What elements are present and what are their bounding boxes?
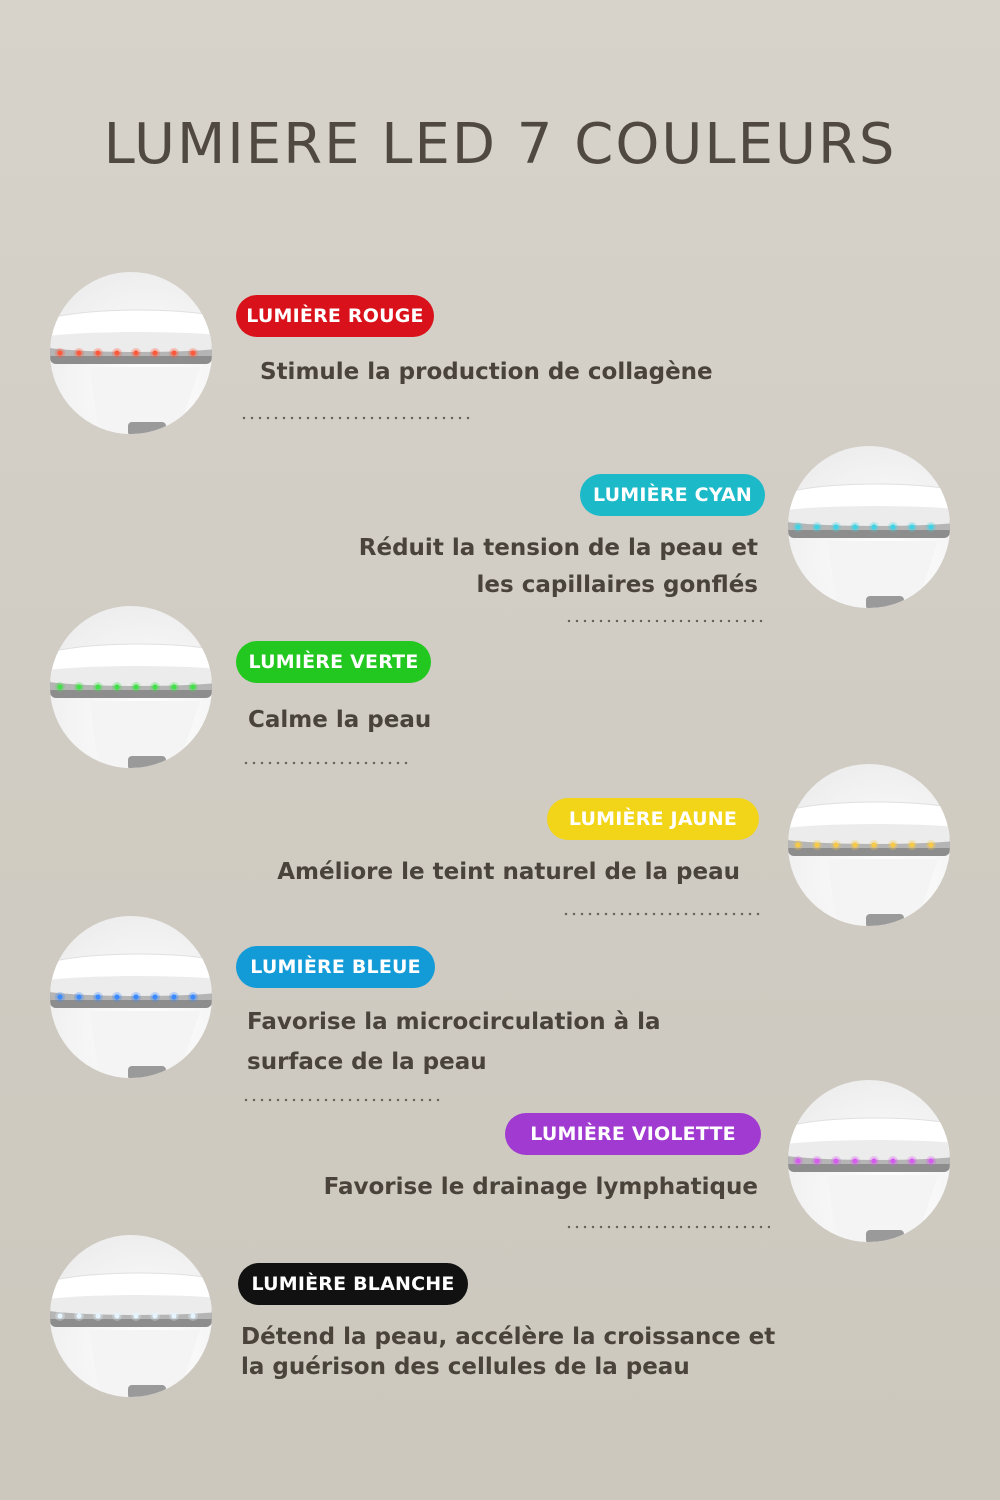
device-drawing	[788, 1080, 950, 1242]
led-glow	[169, 348, 179, 358]
led-glow	[169, 992, 179, 1002]
led-glow	[112, 348, 122, 358]
led-glow	[793, 1156, 803, 1166]
device-drawing	[50, 606, 212, 768]
led-glow	[112, 992, 122, 1002]
led-glow	[169, 682, 179, 692]
blue-light-description: Favorise la microcirculation à la surface de la peau	[247, 1009, 661, 1075]
violet-light-badge: LUMIÈRE VIOLETTE	[505, 1113, 761, 1155]
led-device-blue-image	[50, 916, 212, 1078]
led-glow	[850, 840, 860, 850]
led-device-red-image	[50, 272, 212, 434]
led-glow	[74, 682, 84, 692]
led-glow	[74, 992, 84, 1002]
led-glow	[926, 840, 936, 850]
led-glow	[793, 840, 803, 850]
cyan-dotted-divider	[565, 618, 765, 624]
led-glow	[850, 522, 860, 532]
led-glow	[131, 1311, 141, 1321]
red-dotted-divider	[240, 415, 472, 421]
led-glow	[169, 1311, 179, 1321]
led-glow	[926, 522, 936, 532]
led-glow	[74, 348, 84, 358]
led-glow	[907, 1156, 917, 1166]
led-glow	[869, 522, 879, 532]
led-glow	[926, 1156, 936, 1166]
device-drawing	[50, 916, 212, 1078]
led-glow	[74, 1311, 84, 1321]
led-device-white-image	[50, 1235, 212, 1397]
led-glow	[112, 682, 122, 692]
led-glow	[93, 1311, 103, 1321]
led-glow	[888, 1156, 898, 1166]
led-glow	[93, 992, 103, 1002]
led-glow	[131, 992, 141, 1002]
led-glow	[150, 682, 160, 692]
led-glow	[188, 348, 198, 358]
led-glow	[55, 348, 65, 358]
led-glow	[812, 840, 822, 850]
led-glow	[831, 1156, 841, 1166]
led-device-yellow-image	[788, 764, 950, 926]
yellow-light-badge: LUMIÈRE JAUNE	[547, 798, 759, 840]
led-glow	[55, 1311, 65, 1321]
led-glow	[869, 840, 879, 850]
blue-dotted-divider	[242, 1097, 442, 1103]
device-drawing	[788, 446, 950, 608]
led-glow	[150, 992, 160, 1002]
cyan-light-description: Réduit la tension de la peau et les capillaires gonflés	[358, 535, 758, 598]
violet-light-description: Favorise le drainage lymphatique	[323, 1174, 758, 1200]
white-light-description: Détend la peau, accélère la croissance et la guérison des cellules de la peau	[241, 1324, 776, 1380]
led-device-cyan-image	[788, 446, 950, 608]
led-glow	[131, 348, 141, 358]
led-glow	[112, 1311, 122, 1321]
device-drawing	[50, 272, 212, 434]
led-glow	[93, 348, 103, 358]
green-light-description: Calme la peau	[248, 707, 432, 733]
led-glow	[907, 840, 917, 850]
led-glow	[188, 1311, 198, 1321]
blue-light-badge: LUMIÈRE BLEUE	[236, 946, 435, 988]
device-drawing	[788, 764, 950, 926]
led-glow	[55, 992, 65, 1002]
led-glow	[793, 522, 803, 532]
led-glow	[93, 682, 103, 692]
led-glow	[907, 522, 917, 532]
yellow-light-description: Améliore le teint naturel de la peau	[277, 859, 740, 885]
led-glow	[150, 348, 160, 358]
led-glow	[812, 522, 822, 532]
red-light-badge: LUMIÈRE ROUGE	[236, 295, 434, 337]
led-glow	[888, 522, 898, 532]
led-glow	[831, 522, 841, 532]
led-glow	[150, 1311, 160, 1321]
led-glow	[850, 1156, 860, 1166]
red-light-description: Stimule la production de collagène	[260, 359, 713, 385]
led-glow	[869, 1156, 879, 1166]
yellow-dotted-divider	[562, 911, 762, 917]
led-glow	[188, 992, 198, 1002]
white-light-badge: LUMIÈRE BLANCHE	[238, 1263, 468, 1305]
led-glow	[188, 682, 198, 692]
led-glow	[831, 840, 841, 850]
led-glow	[131, 682, 141, 692]
violet-dotted-divider	[565, 1224, 770, 1230]
led-device-violet-image	[788, 1080, 950, 1242]
led-device-green-image	[50, 606, 212, 768]
led-glow	[888, 840, 898, 850]
green-dotted-divider	[242, 760, 410, 766]
cyan-light-badge: LUMIÈRE CYAN	[580, 474, 765, 516]
page-title: LUMIERE LED 7 COULEURS	[103, 112, 897, 177]
device-drawing	[50, 1235, 212, 1397]
led-glow	[812, 1156, 822, 1166]
green-light-badge: LUMIÈRE VERTE	[236, 641, 431, 683]
led-glow	[55, 682, 65, 692]
